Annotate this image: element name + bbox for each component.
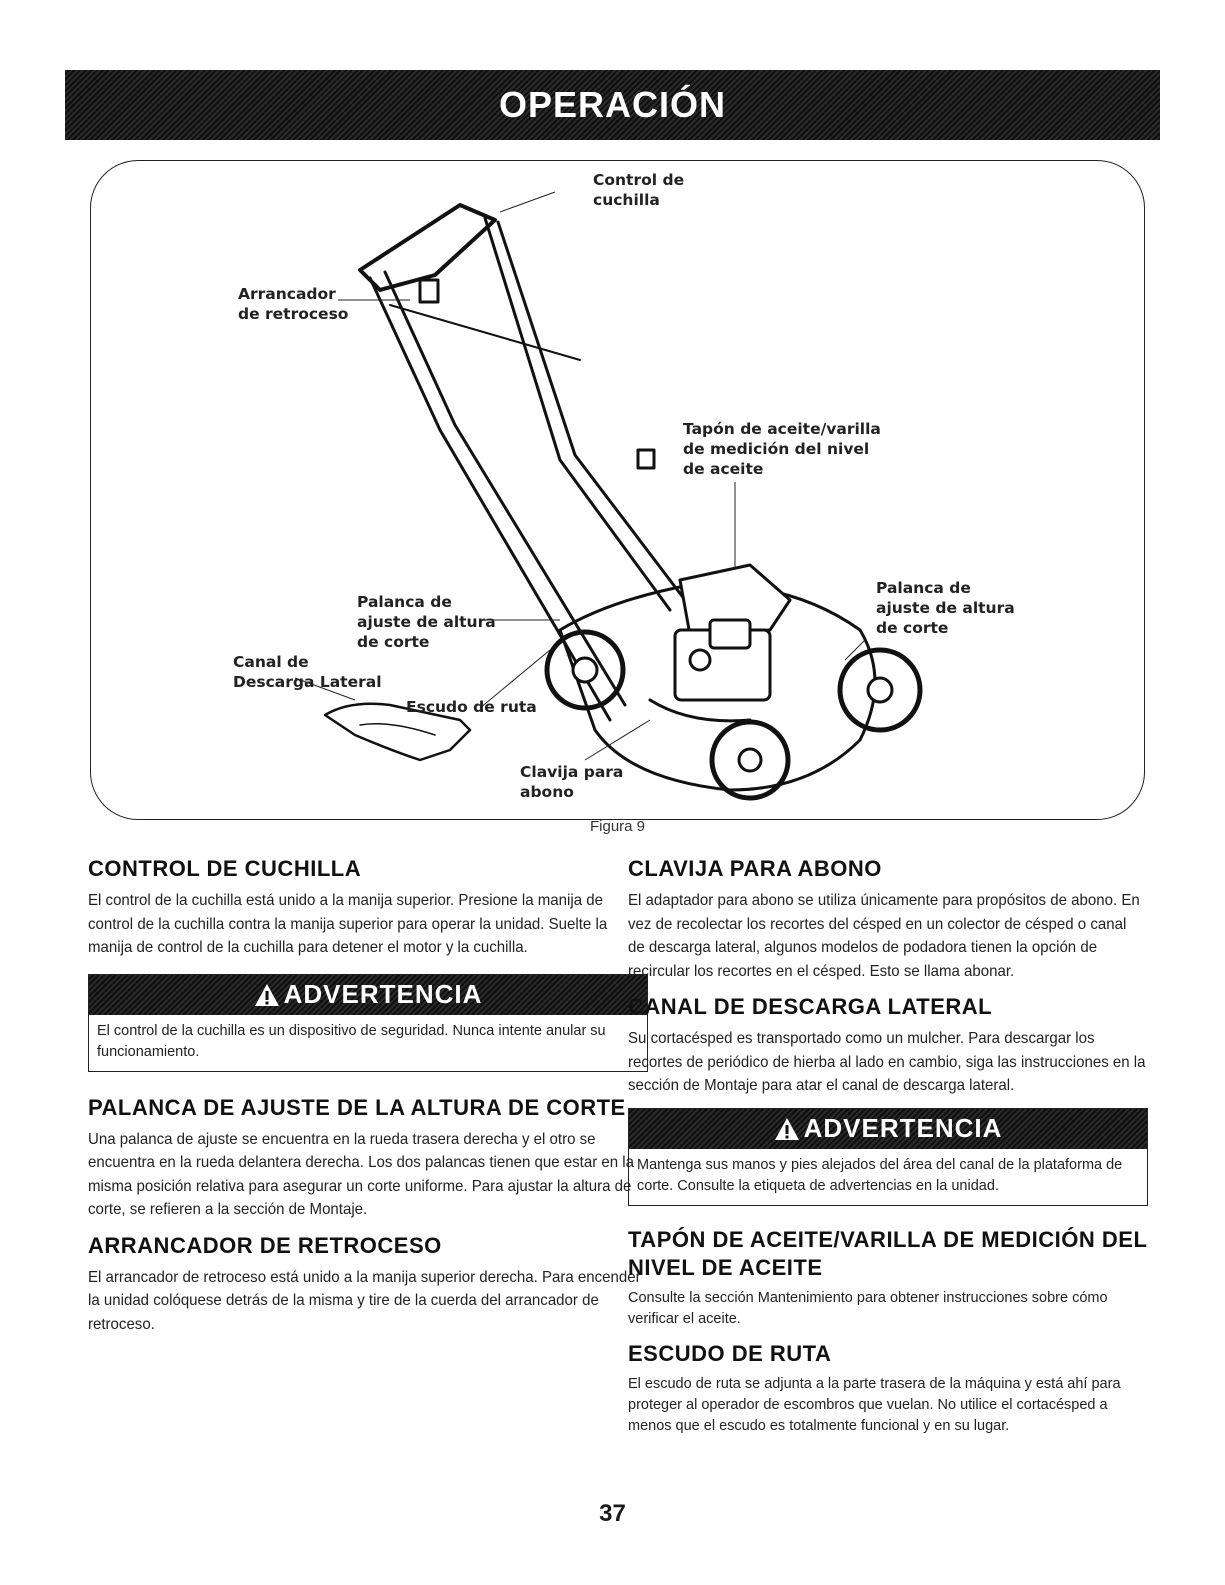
warning-label: ADVERTENCIA [803,1113,1003,1143]
text-oil-cap: Consulte la sección Mantenimiento para obtener instrucciones sobre cómo verificar el aceite. [628,1289,1108,1327]
text-height-lever: Una palanca de ajuste se encuentra en la rueda trasera derecha y el otro se encuentra en la rueda delantera derecha. Los dos palancas tienen que estar en la misma posición relativa para asegurar un corte uniforme. Para ajustar la altura de corte, se refieren a la sección de Montaje. [88,1130,635,1218]
label-height-lever-left: Palanca de ajuste de altura de corte [357,593,496,651]
warning-triangle-icon [774,1117,800,1141]
text-side-discharge: Su cortacésped es transportado como un mulcher. Para descargar los recortes de periódico de hierba al lado en cambio, siga las instrucciones en la sección de Montaje para atar el canal de descarga lateral. [628,1030,1146,1094]
warning-box-blade [88,974,648,1072]
label-recoil-starter: Arrancador de retroceso [238,285,349,323]
left-column [88,855,648,1346]
heading-trail-shield: ESCUDO DE RUTA [628,1340,832,1366]
label-side-discharge: Canal de Descarga Lateral [233,653,382,691]
warning-box-discharge [628,1108,1148,1206]
heading-mulch-plug: CLAVIJA PARA ABONO [628,856,882,881]
page-title: OPERACIÓN [498,84,727,125]
warning-label: ADVERTENCIA [283,979,483,1009]
warning-triangle-icon [254,983,280,1007]
label-blade-control: Control de cuchilla [593,171,685,209]
heading-recoil-starter: ARRANCADOR DE RETROCESO [88,1232,442,1258]
page-number: 37 [599,1500,626,1527]
heading-blade-control: CONTROL DE CUCHILLA [88,856,362,881]
label-height-lever-right: Palanca de ajuste de altura de corte [876,579,1015,637]
right-column [628,855,1148,1447]
figure-caption: Figura 9 [590,818,646,835]
text-trail-shield: El escudo de ruta se adjunta a la parte trasera de la máquina y está ahí para proteger al operador de escombros que vuelan. No utilice el cortacésped a menos que el escudo es totalmente funcional y en su lugar. [628,1375,1121,1434]
mower-illustration [90,160,1145,820]
label-mulch-plug: Clavija para abono [520,763,624,801]
label-oil-cap: Tapón de aceite/varilla de medición del nivel de aceite [683,420,881,478]
warning-text: El control de la cuchilla es un dispositivo de seguridad. Nunca intente anular su funcionamiento. [97,1022,606,1060]
warning-header [89,975,647,1015]
section-banner [65,70,1160,140]
heading-side-discharge: CANAL DE DESCARGA LATERAL [628,994,993,1019]
heading-height-lever: PALANCA DE AJUSTE DE LA ALTURA DE CORTE [88,1094,626,1120]
warning-text: Mantenga sus manos y pies alejados del área del canal de la plataforma de corte. Consulte la etiqueta de advertencias en la unidad. [637,1156,1123,1194]
heading-oil-cap: TAPÓN DE ACEITE/VARILLA DE MEDICIÓN DEL NIVEL DE ACEITE [628,1226,1148,1280]
text-blade-control: El control de la cuchilla está unido a la manija superior. Presione la manija de control de la cuchilla contra la manija superior para operar la unidad. Suelte la manija de control de la cuchilla para detener el motor y la cuchilla. [88,892,608,956]
label-trail-shield: Escudo de ruta [406,698,537,716]
text-recoil-starter: El arrancador de retroceso está unido a la manija superior derecha. Para encender la unidad colóquese detrás de la misma y tire de la cuerda del arrancador de retroceso. [88,1268,641,1333]
warning-header [629,1109,1147,1149]
text-mulch-plug: El adaptador para abono se utiliza únicamente para propósitos de abono. En vez de recolectar los recortes del césped en un colector de césped o canal de descarga lateral, algunos modelos de podadora tienen la opción de recircular los recortes en el césped. Esto se llama abonar. [628,892,1140,980]
